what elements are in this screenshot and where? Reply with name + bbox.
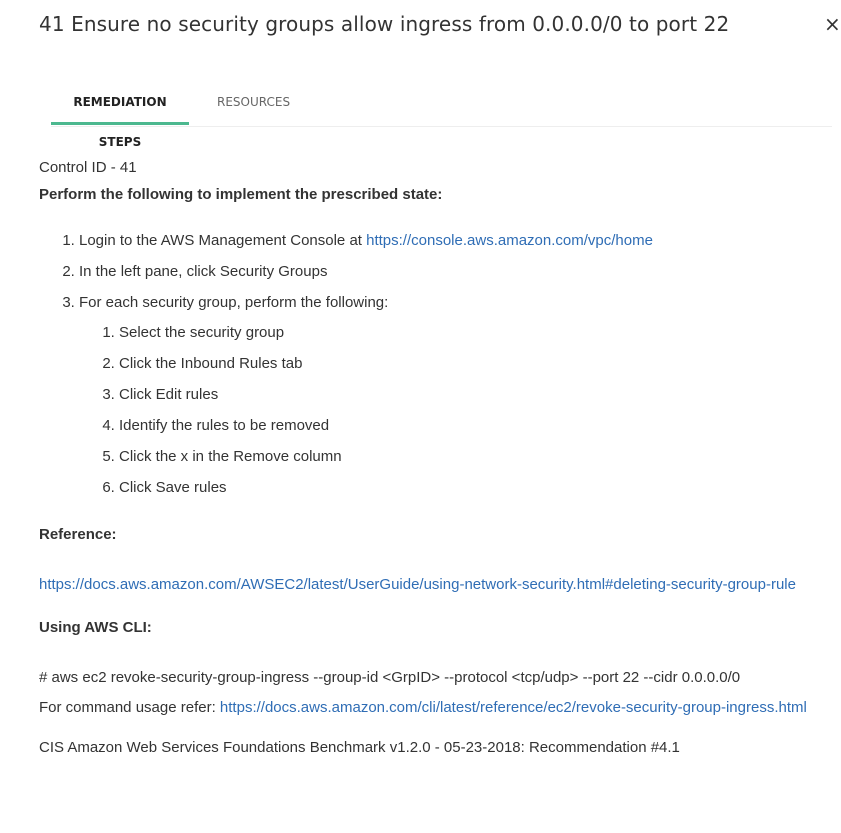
tab-remediation-steps[interactable]: REMEDIATION STEPS — [51, 82, 189, 125]
step-text: Login to the AWS Management Console at — [79, 232, 367, 249]
tab-resources[interactable]: RESOURCES — [217, 95, 291, 109]
benchmark-footer: CIS Amazon Web Services Foundations Benchmark v1.2.0 - 05-23-2018: Recommendation #4.1 — [39, 739, 680, 756]
intro-heading: Perform the following to implement the prescribed state: — [39, 186, 443, 203]
step-text: For each security group, perform the following: — [79, 294, 389, 311]
remediation-content — [39, 158, 829, 758]
list-item — [79, 257, 829, 288]
list-item: 1. Select the security group — [119, 318, 829, 349]
steps-list — [39, 231, 829, 510]
list-item: 2. Click the Inbound Rules tab — [119, 349, 829, 380]
cli-usage — [39, 693, 829, 723]
control-id: Control ID - 41 — [39, 159, 137, 176]
page-title: 41 Ensure no security groups allow ingress from 0.0.0.0/0 to port 22 — [39, 12, 730, 36]
tab-bar — [51, 82, 832, 149]
cli-usage-link[interactable]: https://docs.aws.amazon.com/cli/latest/reference/ec2/revoke-security-group-ingress.html — [219, 699, 807, 716]
step-text: In the left pane, click Security Groups — [79, 263, 328, 280]
cli-block — [39, 663, 829, 723]
close-icon[interactable]: × — [824, 12, 841, 36]
list-item: 3. Click Edit rules — [119, 380, 829, 411]
substeps-list — [79, 318, 829, 504]
cli-usage-prefix: For command usage refer: — [39, 699, 220, 716]
reference-link[interactable]: https://docs.aws.amazon.com/AWSEC2/latest/UserGuide/using-network-security.html#deleting-security-group-rule — [39, 576, 796, 593]
cli-heading: Using AWS CLI: — [39, 619, 152, 636]
reference-link-container — [39, 570, 829, 600]
list-item — [79, 231, 829, 257]
list-item: 6. Click Save rules — [119, 473, 829, 504]
list-item — [79, 288, 829, 510]
list-item: 4. Identify the rules to be removed — [119, 411, 829, 442]
console-link[interactable]: https://console.aws.amazon.com/vpc/home — [366, 232, 653, 249]
reference-heading: Reference: — [39, 526, 117, 543]
list-item: 5. Click the x in the Remove column — [119, 442, 829, 473]
cli-command: # aws ec2 revoke-security-group-ingress --group-id <GrpID> --protocol <tcp/udp> --port 22 --cidr 0.0.0.0/0 — [39, 669, 741, 686]
